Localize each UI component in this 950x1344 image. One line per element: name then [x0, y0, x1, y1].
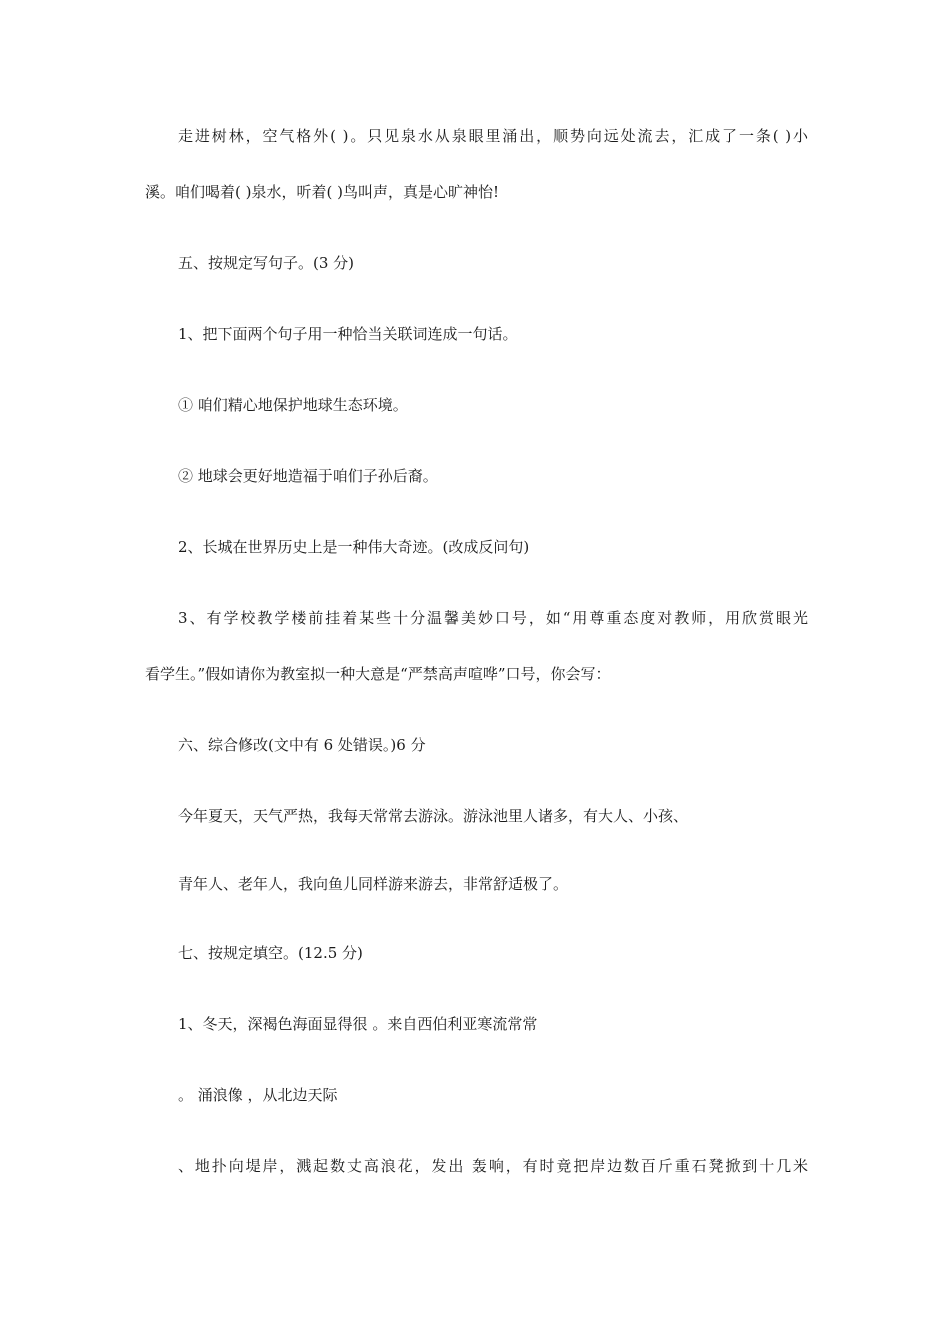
revision-text-line-1: 今年夏天，天气严热，我每天常常去游泳。游泳池里人诸多，有大人、小孩、 [178, 807, 689, 825]
section-heading-6: 六、综合修改(文中有 6 处错误。)6 分 [178, 736, 426, 754]
paragraph-line-1: 走进树林，空气格外( )。只见泉水从泉眼里涌出，顺势向远处流去，汇成了一条( )小 [178, 127, 808, 145]
fill-blank-line-1: 1、冬天，深褐色海面显得很 。来自西伯利亚寒流常常 [178, 1015, 538, 1033]
section-heading-5: 五、按规定写句子。(3 分) [178, 254, 355, 272]
revision-text-line-2: 青年人、老年人，我向鱼儿同样游来游去，非常舒适极了。 [178, 875, 569, 893]
section-heading-7: 七、按规定填空。(12.5 分) [178, 944, 363, 962]
question-3-line-1: 3、有学校教学楼前挂着某些十分温馨美妙口号，如“用尊重态度对教师，用欣赏眼光 [178, 609, 808, 627]
question-1-sentence-1: ① 咱们精心地保护地球生态环境。 [178, 396, 408, 414]
paragraph-line-2: 溪。咱们喝着( )泉水，听着( )鸟叫声，真是心旷神怡! [145, 183, 499, 201]
fill-blank-line-3: 、地扑向堤岸，溅起数丈高浪花，发出 轰响，有时竟把岸边数百斤重石凳掀到十几米 [178, 1157, 808, 1175]
question-2: 2、长城在世界历史上是一种伟大奇迹。(改成反问句) [178, 538, 530, 556]
question-1-instruction: 1、把下面两个句子用一种恰当关联词连成一句话。 [178, 325, 518, 343]
question-1-sentence-2: ② 地球会更好地造福于咱们子孙后裔。 [178, 467, 438, 485]
question-3-line-2: 看学生。”假如请你为教室拟一种大意是“严禁高声喧哗”口号，你会写： [145, 665, 611, 683]
fill-blank-line-2: 。 涌浪像 ，从北边天际 [178, 1086, 338, 1104]
